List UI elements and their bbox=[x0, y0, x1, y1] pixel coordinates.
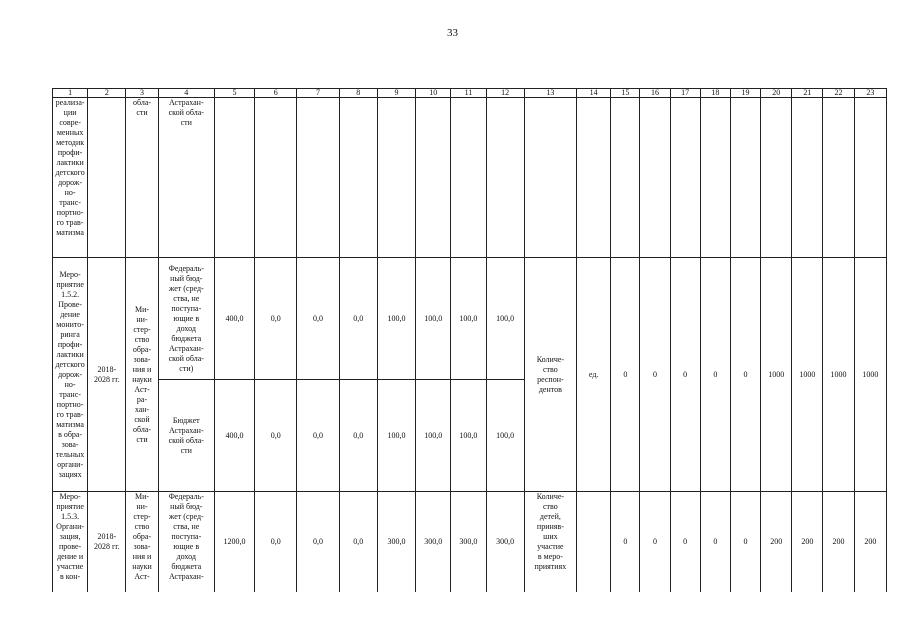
value-cell: 1200,0 bbox=[214, 492, 254, 592]
empty-cell bbox=[577, 98, 611, 258]
table-row-continuation bbox=[53, 98, 887, 258]
value-cell: 300,0 bbox=[377, 492, 415, 592]
value-cell: 0,0 bbox=[339, 492, 377, 592]
measure-name-cell: Меро- приятие 1.5.3. Органи- зация, прове- дение и участие в кон- bbox=[53, 492, 88, 592]
value-cell: 300,0 bbox=[416, 492, 451, 592]
col-header: 23 bbox=[854, 89, 886, 98]
indicator-cell: Количе- ство респон- дентов bbox=[524, 258, 576, 492]
period-cell bbox=[88, 492, 126, 592]
value-cell: 0,0 bbox=[255, 258, 297, 380]
empty-cell bbox=[524, 98, 576, 258]
indicator-value-cell: 200 bbox=[854, 492, 886, 592]
empty-cell bbox=[761, 98, 792, 258]
col-header: 20 bbox=[761, 89, 792, 98]
table-row-measure-1-5-3 bbox=[53, 492, 887, 592]
col-header: 16 bbox=[640, 89, 670, 98]
indicator-value-cell: 0 bbox=[730, 492, 760, 592]
value-cell: 100,0 bbox=[451, 380, 486, 492]
empty-cell bbox=[339, 98, 377, 258]
empty-cell bbox=[451, 98, 486, 258]
col-header: 2 bbox=[88, 89, 126, 98]
value-cell: 0,0 bbox=[339, 258, 377, 380]
indicator-cell: Количе- ство детей, приняв- ших участие в меро- приятиях bbox=[524, 492, 576, 592]
col-header: 22 bbox=[823, 89, 854, 98]
indicator-value-cell: 0 bbox=[700, 258, 730, 492]
empty-cell bbox=[700, 98, 730, 258]
funding-source-cell: Астрахан- ской обла- сти bbox=[158, 98, 214, 258]
col-header: 15 bbox=[611, 89, 640, 98]
value-cell: 100,0 bbox=[416, 380, 451, 492]
column-number-row bbox=[53, 89, 887, 98]
value-cell: 100,0 bbox=[377, 380, 415, 492]
value-cell: 300,0 bbox=[486, 492, 524, 592]
empty-cell bbox=[88, 98, 126, 258]
empty-cell bbox=[486, 98, 524, 258]
col-header: 10 bbox=[416, 89, 451, 98]
executor-cell: обла- сти bbox=[126, 98, 158, 258]
value-cell: 400,0 bbox=[214, 380, 254, 492]
indicator-value-cell: 1000 bbox=[854, 258, 886, 492]
value-cell: 100,0 bbox=[416, 258, 451, 380]
value-cell: 0,0 bbox=[255, 380, 297, 492]
empty-cell bbox=[823, 98, 854, 258]
indicator-value-cell: 200 bbox=[761, 492, 792, 592]
indicator-value-cell: 0 bbox=[640, 492, 670, 592]
indicator-value-cell: 0 bbox=[670, 258, 700, 492]
empty-cell bbox=[670, 98, 700, 258]
value-cell: 0,0 bbox=[297, 492, 339, 592]
period-cell: 2018- 2028 гг. bbox=[88, 258, 126, 492]
empty-cell bbox=[792, 98, 823, 258]
col-header: 12 bbox=[486, 89, 524, 98]
value-cell: 300,0 bbox=[451, 492, 486, 592]
col-header: 18 bbox=[700, 89, 730, 98]
value-cell: 0,0 bbox=[339, 380, 377, 492]
empty-cell bbox=[377, 98, 415, 258]
executor-cell: Ми- ни- стер- ство обра- зова- ния и науки Аст- ра- хан- ской обла- сти bbox=[126, 258, 158, 492]
table-row-measure-1-5-2 bbox=[53, 258, 887, 380]
col-header: 5 bbox=[214, 89, 254, 98]
col-header: 8 bbox=[339, 89, 377, 98]
funding-source-cell: Федераль- ный бюд- жет (сред- ства, не поступа- ющие в доход бюджета Астрахан- ской обла- сти) bbox=[158, 258, 214, 380]
unit-cell: ед. bbox=[577, 258, 611, 492]
col-header: 19 bbox=[730, 89, 760, 98]
period-text: 2018- 2028 гг. bbox=[93, 531, 120, 551]
indicator-value-cell: 1000 bbox=[792, 258, 823, 492]
col-header: 21 bbox=[792, 89, 823, 98]
indicator-value-cell: 200 bbox=[823, 492, 854, 592]
value-cell: 400,0 bbox=[214, 258, 254, 380]
col-header: 14 bbox=[577, 89, 611, 98]
indicator-value-cell: 1000 bbox=[823, 258, 854, 492]
empty-cell bbox=[640, 98, 670, 258]
indicator-value-cell: 0 bbox=[611, 258, 640, 492]
empty-cell bbox=[255, 98, 297, 258]
col-header: 1 bbox=[53, 89, 88, 98]
col-header: 13 bbox=[524, 89, 576, 98]
empty-cell bbox=[297, 98, 339, 258]
indicator-value-cell: 0 bbox=[700, 492, 730, 592]
funding-source-cell: Бюджет Астрахан- ской обла- сти bbox=[158, 380, 214, 492]
program-table bbox=[52, 88, 887, 592]
value-cell: 100,0 bbox=[486, 380, 524, 492]
empty-cell bbox=[611, 98, 640, 258]
value-cell: 0,0 bbox=[297, 258, 339, 380]
indicator-value-cell: 1000 bbox=[761, 258, 792, 492]
value-cell: 0,0 bbox=[255, 492, 297, 592]
indicator-value-cell: 0 bbox=[640, 258, 670, 492]
indicator-value-cell: 0 bbox=[611, 492, 640, 592]
empty-cell bbox=[730, 98, 760, 258]
executor-cell: Ми- ни- стер- ство обра- зова- ния и науки Аст- bbox=[126, 492, 158, 592]
col-header: 7 bbox=[297, 89, 339, 98]
col-header: 4 bbox=[158, 89, 214, 98]
col-header: 6 bbox=[255, 89, 297, 98]
col-header: 3 bbox=[126, 89, 158, 98]
indicator-value-cell: 200 bbox=[792, 492, 823, 592]
col-header: 11 bbox=[451, 89, 486, 98]
col-header: 17 bbox=[670, 89, 700, 98]
col-header: 9 bbox=[377, 89, 415, 98]
value-cell: 100,0 bbox=[377, 258, 415, 380]
measure-name-cell: реализа- ции совре- менных методик профи- лактики детского дорож- но- транс- портно- го трав- матизма bbox=[53, 98, 88, 258]
page-number: 33 bbox=[447, 27, 458, 39]
empty-cell bbox=[416, 98, 451, 258]
funding-source-cell: Федераль- ный бюд- жет (сред- ства, не поступа- ющие в доход бюджета Астрахан- bbox=[158, 492, 214, 592]
unit-cell bbox=[577, 492, 611, 592]
value-cell: 100,0 bbox=[486, 258, 524, 380]
value-cell: 0,0 bbox=[297, 380, 339, 492]
indicator-value-cell: 0 bbox=[730, 258, 760, 492]
empty-cell bbox=[214, 98, 254, 258]
empty-cell bbox=[854, 98, 886, 258]
measure-name-cell: Меро- приятие 1.5.2. Прове- дение монито- ринга профи- лактики детского дорож- но- транс- портно- го трав- матизма в обра- зова- тельных органи- зациях bbox=[53, 258, 88, 492]
value-cell: 100,0 bbox=[451, 258, 486, 380]
indicator-value-cell: 0 bbox=[670, 492, 700, 592]
